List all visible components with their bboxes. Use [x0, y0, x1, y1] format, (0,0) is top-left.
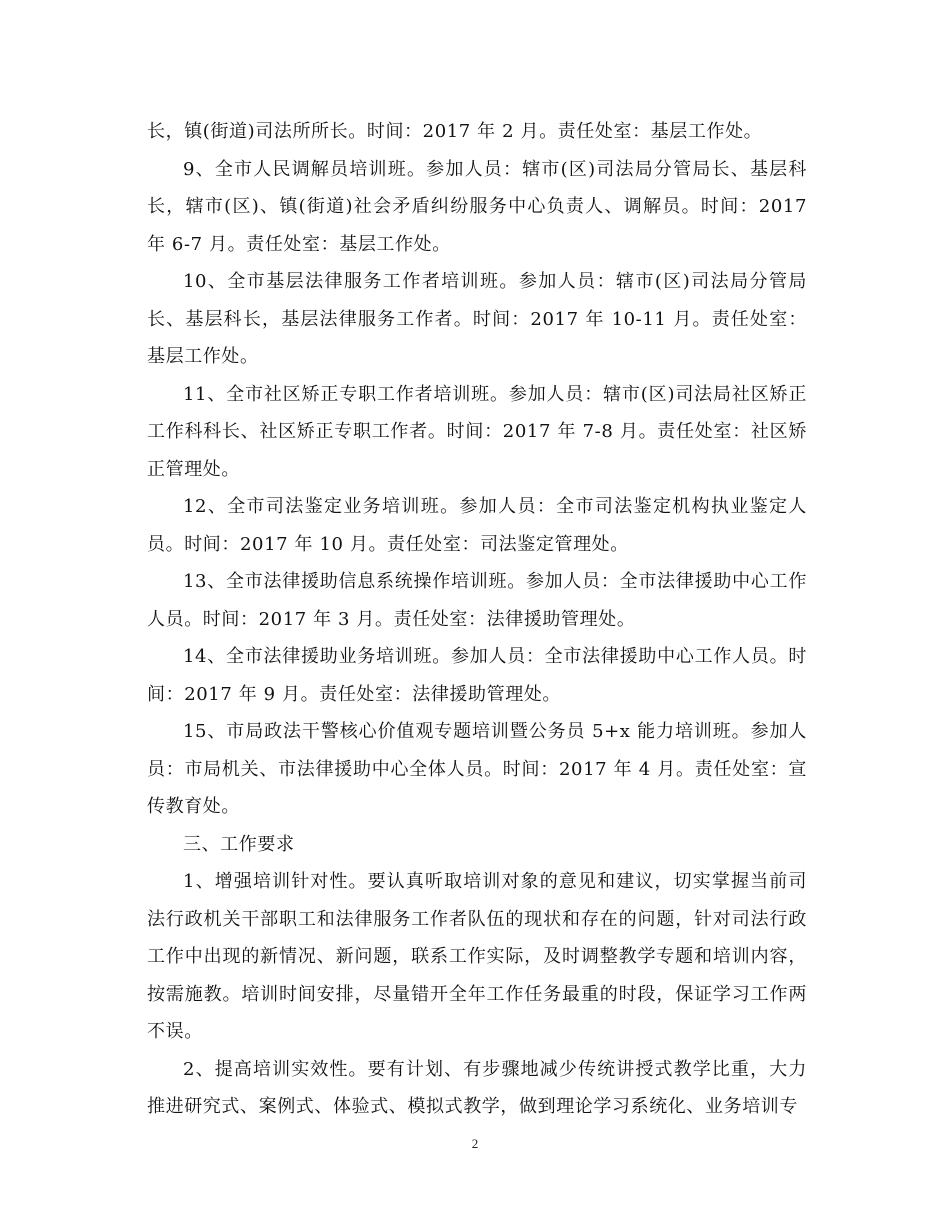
paragraph-continuation: 长，镇(街道)司法所所长。时间：2017 年 2 月。责任处室：基层工作处。: [147, 121, 763, 142]
page-number: 2: [471, 1136, 479, 1151]
section-heading: 三、工作要求: [183, 833, 295, 855]
document-body: [147, 113, 807, 1126]
requirement-2: 2、提高培训实效性。要有计划、有步骤地减少传统讲授式教学比重，大力推进研究式、案例式、体验式、模拟式教学，做到理论学习系统化、业务培训专: [147, 1058, 807, 1117]
paragraph-item-12: 12、全市司法鉴定业务培训班。参加人员：全市司法鉴定机构执业鉴定人员。时间：2017 年 10 月。责任处室：司法鉴定管理处。: [147, 496, 807, 555]
paragraph-item-10: 10、全市基层法律服务工作者培训班。参加人员：辖市(区)司法局分管局长、基层科长，基层法律服务工作者。时间：2017 年 10-11 月。责任处室：基层工作处。: [147, 271, 807, 367]
paragraph-item-9: 9、全市人民调解员培训班。参加人员：辖市(区)司法局分管局长、基层科长，辖市(区)、镇(街道)社会矛盾纠纷服务中心负责人、调解员。时间：2017 年 6-7 月。责任处室：基层工作处。: [147, 158, 807, 255]
paragraph-item-13: 13、全市法律援助信息系统操作培训班。参加人员：全市法律援助中心工作人员。时间：2017 年 3 月。责任处室：法律援助管理处。: [147, 571, 807, 630]
requirement-1: 1、增强培训针对性。要认真听取培训对象的意见和建议，切实掌握当前司法行政机关干部职工和法律服务工作者队伍的现状和存在的问题，针对司法行政工作中出现的新情况、新问题，联系工作实际，及时调整教学专题和培训内容，按需施教。培训时间安排，尽量错开全年工作任务最重的时段，保证学习工作两不误。: [147, 871, 807, 1042]
paragraph-item-11: 11、全市社区矫正专职工作者培训班。参加人员：辖市(区)司法局社区矫正工作科科长、社区矫正专职工作者。时间：2017 年 7-8 月。责任处室：社区矫正管理处。: [147, 383, 807, 480]
paragraph-item-15: 15、市局政法干警核心价值观专题培训暨公务员 5+x 能力培训班。参加人员：市局机关、市法律援助中心全体人员。时间：2017 年 4 月。责任处室：宣传教育处。: [147, 721, 807, 817]
paragraph-item-14: 14、全市法律援助业务培训班。参加人员：全市法律援助中心工作人员。时间：2017 年 9 月。责任处室：法律援助管理处。: [147, 646, 807, 705]
